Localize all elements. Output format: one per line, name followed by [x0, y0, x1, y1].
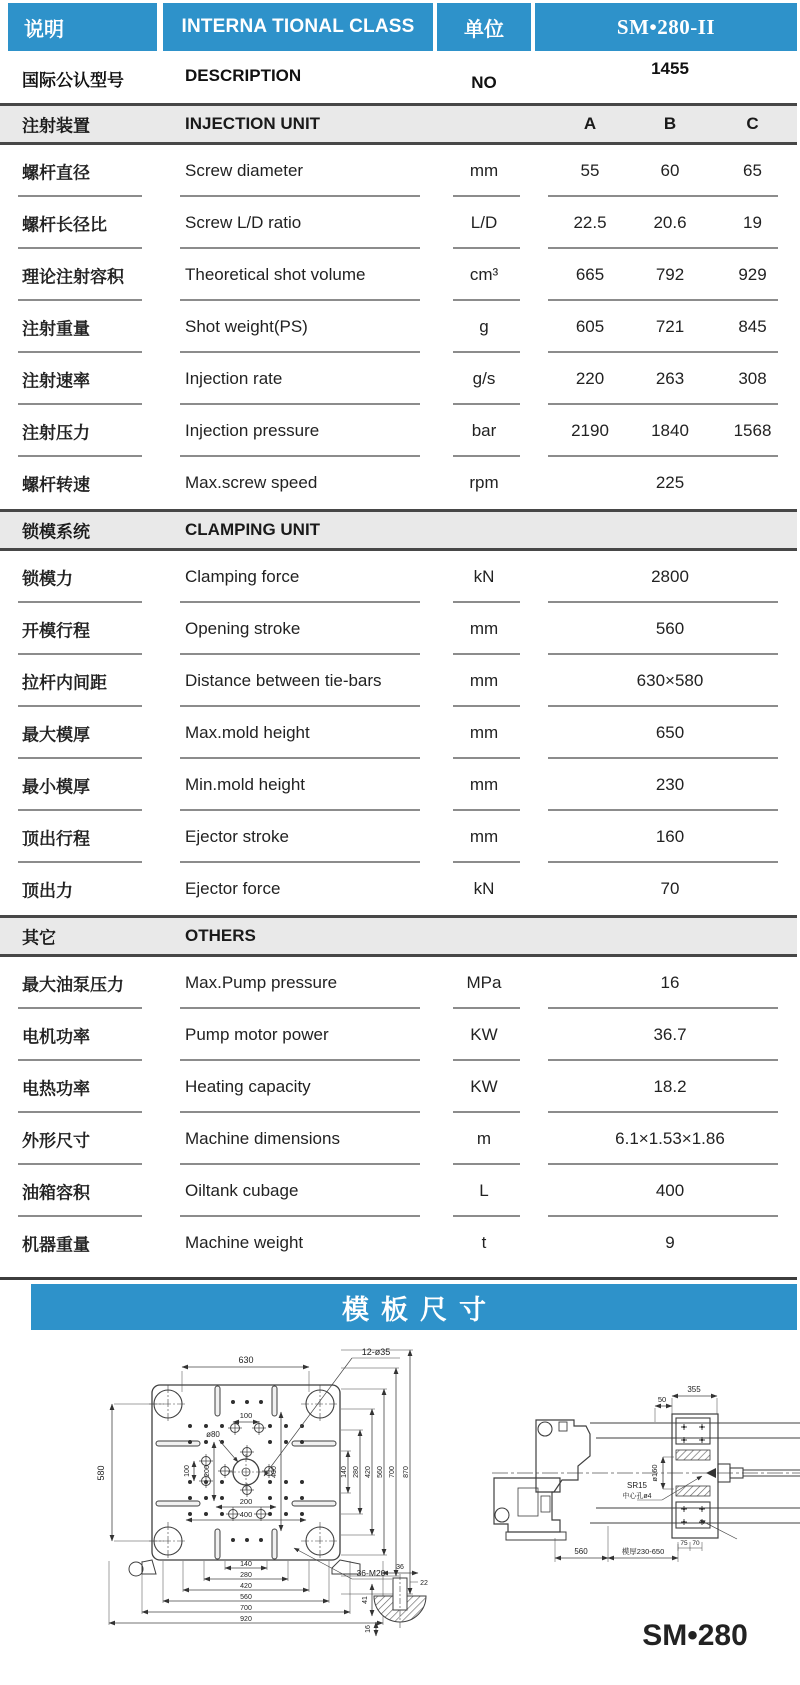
spec-row: [0, 863, 800, 915]
dim-o80: ø80: [206, 1430, 220, 1439]
spec-value: 230: [655, 775, 685, 794]
dim-200-left: 200: [204, 1465, 211, 1477]
dim-100-top: 100: [239, 1411, 253, 1420]
dim-36: 36: [396, 1564, 404, 1571]
column-header-c: C: [746, 114, 759, 133]
dim-36-m20: 36-M20: [356, 1568, 386, 1578]
bottom-chain-dim: 280: [240, 1572, 252, 1579]
spec-label-en: Machine weight: [185, 1233, 304, 1252]
spec-label-cn: 电机功率: [22, 1027, 90, 1047]
spec-value: 16: [660, 973, 680, 992]
spec-unit: kN: [473, 879, 495, 898]
clamping-side-view: [492, 1414, 800, 1540]
spec-unit: KW: [470, 1077, 498, 1096]
section-title-cn: 锁模系统: [22, 522, 90, 542]
spec-value: 225: [655, 473, 685, 492]
spec-value-b: 721: [655, 317, 685, 336]
header-cell-unit: [437, 3, 531, 51]
spec-label-en: Max.screw speed: [185, 473, 318, 492]
spec-value-c: 65: [743, 161, 762, 180]
spec-unit: t: [481, 1233, 487, 1252]
dim-100-left: 100: [184, 1465, 191, 1477]
bottom-chain-dim: 920: [240, 1616, 252, 1623]
spec-label-en: Clamping force: [185, 567, 300, 586]
section-header-2: [0, 915, 797, 957]
spec-value: 400: [655, 1181, 685, 1200]
header-cell-international-class: [163, 3, 433, 51]
spec-label-cn: 最小模厚: [22, 777, 90, 797]
spec-label-cn: 顶出力: [22, 881, 73, 901]
dim-400-bottom: 400: [239, 1510, 253, 1519]
dim-12-o35: 12-ø35: [361, 1347, 391, 1357]
spec-label-cn: 外形尺寸: [22, 1131, 90, 1151]
spec-value: 18.2: [653, 1077, 687, 1096]
no-label: NO: [471, 73, 497, 92]
spec-unit: mm: [469, 775, 499, 794]
spec-label-en: Max.Pump pressure: [185, 973, 338, 992]
spec-value-b: 20.6: [653, 213, 687, 232]
spec-unit: mm: [469, 827, 499, 846]
dim-16: 16: [365, 1625, 372, 1633]
spec-value-c: 929: [738, 265, 767, 284]
header-label-class: INTERNA TIONAL CLASS: [181, 16, 415, 37]
spec-label-cn: 理论注射容积: [22, 267, 124, 287]
spec-unit: cm³: [469, 265, 499, 284]
spec-row: [0, 811, 800, 863]
table-bottom-rule: [0, 1277, 797, 1280]
spec-label-en: Min.mold height: [185, 775, 306, 794]
spec-label-en: Heating capacity: [185, 1077, 311, 1096]
spec-row: [0, 145, 800, 197]
spec-row: [0, 1217, 800, 1269]
spec-row: [0, 249, 800, 301]
spec-label-en: Ejector force: [185, 879, 281, 898]
spec-value-a: 605: [575, 317, 605, 336]
spec-row: [0, 957, 800, 1009]
spec-unit: mm: [469, 723, 499, 742]
spec-row: [0, 1113, 800, 1165]
spec-row: [0, 551, 800, 603]
spec-value-b: 263: [655, 369, 685, 388]
spec-value: 6.1×1.53×1.86: [615, 1129, 725, 1148]
model-name: SM•280-II: [616, 14, 716, 39]
spec-unit: g: [479, 317, 489, 336]
spec-label-cn: 油箱容积: [22, 1183, 90, 1203]
dim-400-right: 400: [271, 1466, 278, 1478]
spec-value-a: 2190: [571, 421, 609, 440]
side-view-dimensions: [555, 1385, 717, 1562]
spec-value-a: 55: [580, 161, 600, 180]
spec-value: 36.7: [653, 1025, 687, 1044]
section-header-0: [0, 103, 797, 145]
spec-unit: mm: [469, 161, 499, 180]
spec-value: 630×580: [636, 671, 704, 690]
right-chain-dim: 280: [353, 1466, 360, 1478]
spec-label-cn: 螺杆直径: [22, 163, 90, 183]
spec-unit: rpm: [469, 473, 499, 492]
spec-label-cn: 开模行程: [22, 621, 90, 641]
dim-sr15: SR15: [626, 1481, 648, 1490]
dim-41: 41: [362, 1596, 369, 1604]
section-header-1: [0, 509, 797, 551]
spec-label-cn: 机器重量: [22, 1235, 90, 1255]
section-title-en: INJECTION UNIT: [185, 114, 321, 133]
spec-label-cn: 注射重量: [22, 319, 90, 339]
spec-value-c: 1568: [733, 421, 772, 440]
spec-row: [0, 1009, 800, 1061]
spec-label-cn: 顶出行程: [22, 829, 90, 849]
platen-size-banner: 模板尺寸: [31, 1284, 797, 1330]
spec-value-b: 1840: [651, 421, 689, 440]
column-header-b: B: [663, 114, 677, 133]
spec-row: [0, 707, 800, 759]
spec-row: [0, 405, 800, 457]
dim-580: 580: [96, 1465, 106, 1481]
dim-355: 355: [687, 1385, 701, 1394]
spec-label-en: Injection rate: [185, 369, 283, 388]
dim-50: 50: [657, 1395, 667, 1404]
spec-label-cn: 电热功率: [22, 1079, 90, 1099]
bottom-chain-dim: 560: [240, 1594, 252, 1601]
spec-label-cn: 最大油泵压力: [22, 975, 124, 995]
bottom-chain-dim: 700: [240, 1605, 252, 1612]
header-cell-description-cn: [8, 3, 157, 51]
spec-value: 70: [660, 879, 680, 898]
spec-label-cn: 螺杆长径比: [22, 215, 107, 235]
section-title-en: CLAMPING UNIT: [185, 520, 321, 539]
spec-row: [0, 655, 800, 707]
spec-value: 650: [655, 723, 685, 742]
platen-dimension-drawing: [0, 1330, 800, 1685]
spec-label-cn: 注射速率: [22, 371, 90, 391]
dimension-chains: [109, 1350, 413, 1625]
section-title-en: OTHERS: [185, 926, 256, 945]
header-label-unit: 单位: [464, 18, 504, 41]
spec-label-en: Distance between tie-bars: [185, 671, 382, 690]
section-title-cn: 注射装置: [22, 116, 90, 136]
spec-unit: mm: [469, 619, 499, 638]
spec-label-en: Shot weight(PS): [185, 317, 308, 336]
approved-model-label: 国际公认型号: [22, 71, 124, 90]
spec-label-cn: 锁模力: [22, 569, 73, 589]
spec-unit: L/D: [470, 213, 498, 232]
spec-label-en: Theoretical shot volume: [185, 265, 366, 284]
nozzle-tip: [706, 1468, 716, 1478]
dim-630: 630: [238, 1355, 254, 1365]
spec-value-b: 60: [660, 161, 680, 180]
spec-value: 560: [655, 619, 685, 638]
bolt-marks: [681, 1424, 705, 1525]
spec-row: [0, 457, 800, 509]
spec-unit: mm: [469, 671, 499, 690]
spec-unit: KW: [470, 1025, 498, 1044]
right-chain-dim: 560: [377, 1466, 384, 1478]
right-chain-dim: 870: [403, 1466, 410, 1478]
right-chain-dim: 700: [389, 1466, 396, 1478]
spec-row: [0, 197, 800, 249]
right-chain-dim: 140: [341, 1466, 348, 1478]
spec-label-en: Machine dimensions: [185, 1129, 340, 1148]
spec-row: [0, 603, 800, 655]
dim-200-bottom: 200: [239, 1497, 253, 1506]
spec-label-cn: 注射压力: [22, 423, 90, 443]
spec-label-en: Oiltank cubage: [185, 1181, 299, 1200]
header-cell-model: [535, 3, 797, 51]
spec-row: [0, 353, 800, 405]
spec-label-cn: 拉杆内间距: [22, 673, 107, 693]
spec-label-en: Screw L/D ratio: [185, 213, 302, 232]
right-chain-dim: 420: [365, 1466, 372, 1478]
dim-22: 22: [420, 1580, 428, 1587]
spec-row: [0, 1165, 800, 1217]
left-foot: [142, 1560, 156, 1574]
spec-table-body: [0, 103, 800, 1330]
spec-label-cn: 最大模厚: [22, 725, 90, 745]
spec-unit: L: [479, 1181, 489, 1200]
front-view-dimensions: [96, 1347, 428, 1636]
spec-unit: m: [476, 1129, 492, 1148]
spec-unit: kN: [473, 567, 495, 586]
spec-unit: bar: [471, 421, 497, 440]
spec-unit: g/s: [472, 369, 496, 388]
spec-value-a: 665: [575, 265, 605, 284]
spec-value-a: 22.5: [573, 213, 607, 232]
header-row-2: [0, 51, 800, 103]
dim-center-hole: 中心孔ø4: [622, 1493, 652, 1500]
spec-label-en: Max.mold height: [185, 723, 310, 742]
bottom-chain-dim: 140: [240, 1561, 252, 1568]
spec-value: 9: [665, 1233, 675, 1252]
description-label: DESCRIPTION: [185, 66, 302, 85]
spec-value-c: 19: [743, 213, 762, 232]
dim-mold-range: 模厚230-650: [621, 1547, 665, 1556]
spec-label-en: Pump motor power: [185, 1025, 329, 1044]
column-header-a: A: [583, 114, 597, 133]
left-lug: [129, 1562, 143, 1576]
spec-value-c: 308: [738, 369, 767, 388]
fixed-platen: [672, 1414, 718, 1538]
spec-label-en: Ejector stroke: [185, 827, 289, 846]
model-number: 1455: [651, 59, 689, 78]
dim-560: 560: [574, 1547, 588, 1556]
section-title-cn: 其它: [22, 928, 56, 948]
spec-value: 2800: [651, 567, 689, 586]
spec-value-c: 845: [738, 317, 767, 336]
spec-value-b: 792: [655, 265, 685, 284]
spec-label-en: Opening stroke: [185, 619, 301, 638]
bottom-chain-dim: 420: [240, 1583, 252, 1590]
spec-row: [0, 1061, 800, 1113]
spec-label-en: Screw diameter: [185, 161, 304, 180]
spec-unit: MPa: [466, 973, 502, 992]
model-mark: SM•280: [642, 1619, 748, 1652]
dim-o160: ø160: [650, 1464, 659, 1482]
spec-label-cn: 螺杆转速: [22, 475, 90, 495]
spec-row: [0, 301, 800, 353]
spec-label-en: Injection pressure: [185, 421, 320, 440]
spec-row: [0, 759, 800, 811]
spec-value-a: 220: [575, 369, 605, 388]
spec-value: 160: [655, 827, 685, 846]
dim-75: 75: [680, 1540, 688, 1547]
dim-70: 70: [692, 1540, 700, 1547]
header-label-cn: 说明: [24, 18, 64, 41]
